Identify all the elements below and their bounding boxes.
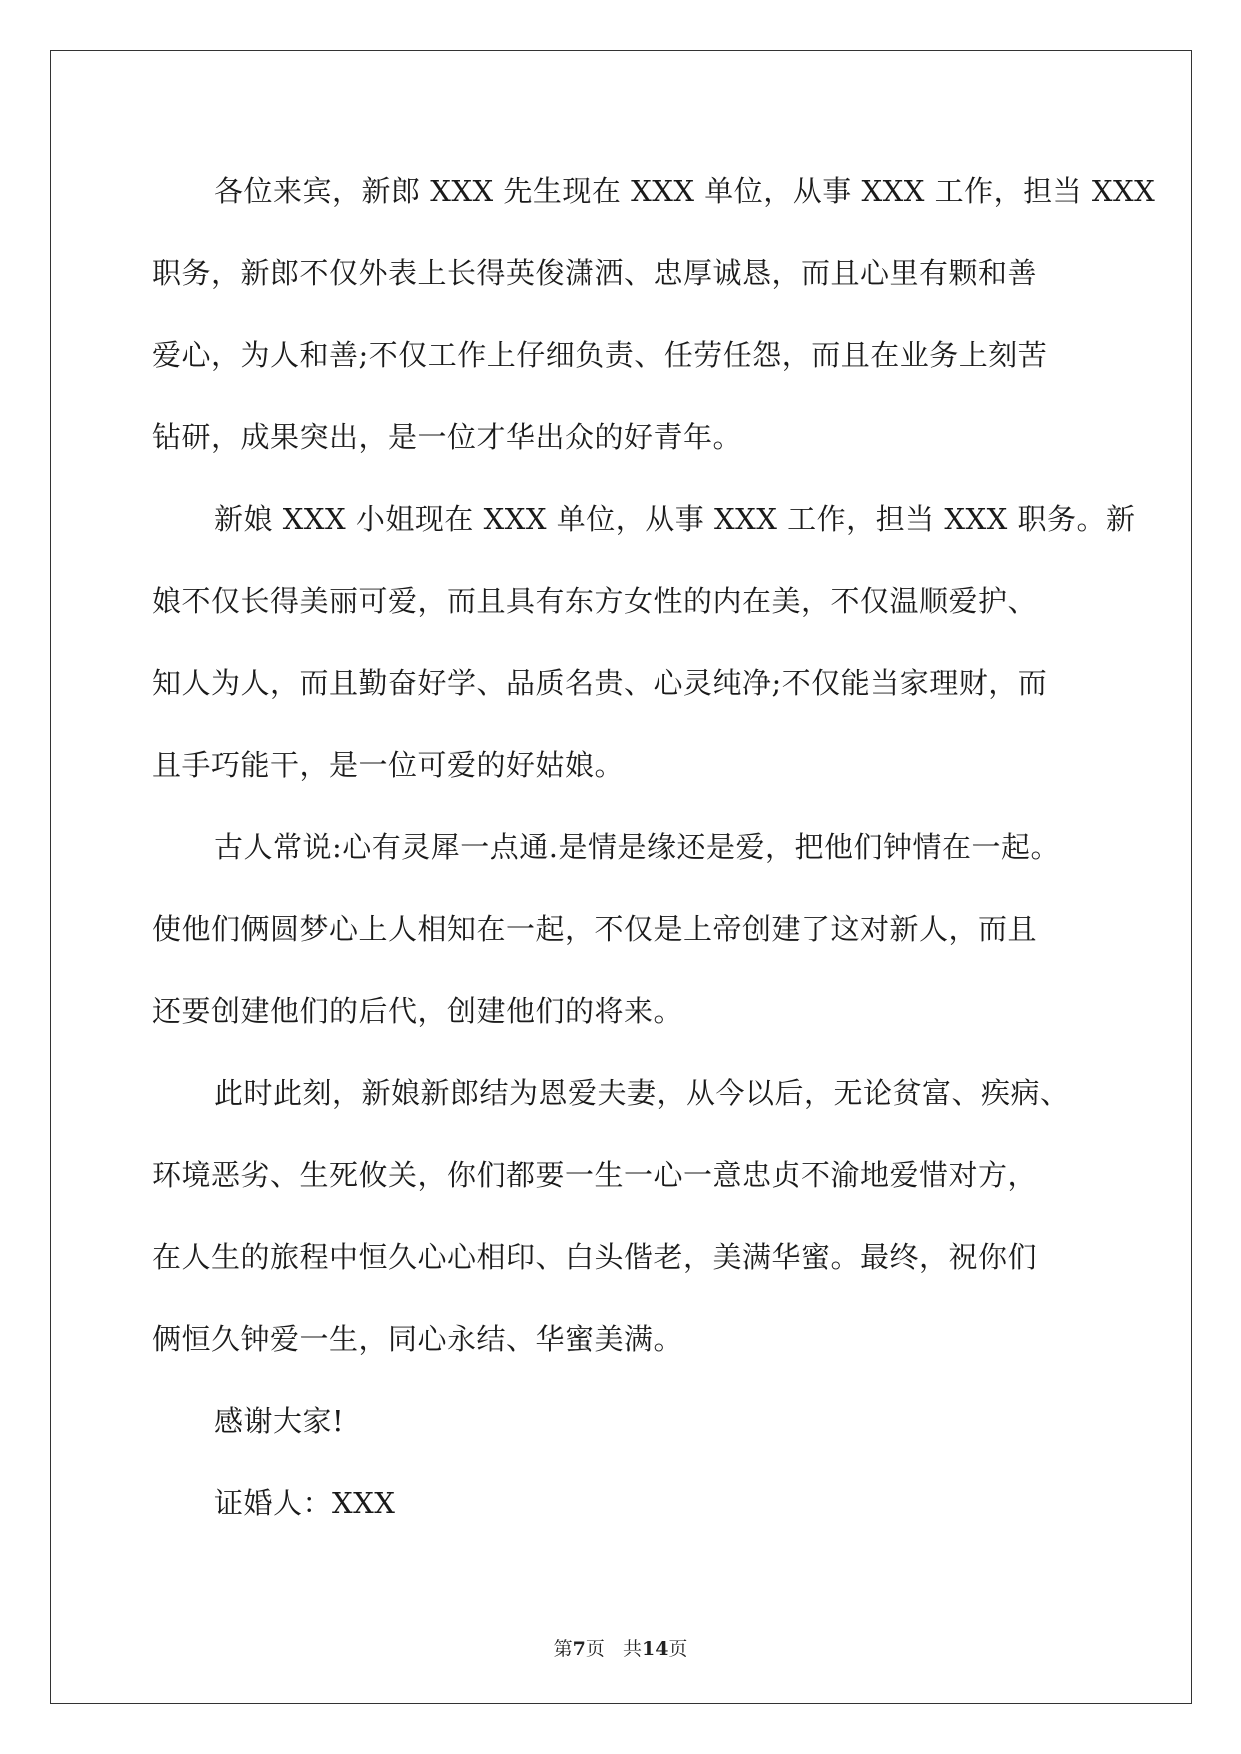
- text-line: 知人为人，而且勤奋好学、品质名贵、心灵纯净;不仅能当家理财，而: [152, 666, 1048, 700]
- text-line: 环境恶劣、生死攸关，你们都要一生一心一意忠贞不渝地爱惜对方，: [152, 1158, 1038, 1192]
- footer-total-prefix: 共: [622, 1638, 642, 1660]
- text-line: 俩恒久钟爱一生，同心永结、华蜜美满。: [152, 1322, 684, 1356]
- footer-page-suffix: 页: [585, 1638, 605, 1660]
- page-footer: [0, 1634, 1241, 1661]
- text-line: 还要创建他们的后代，创建他们的将来。: [152, 994, 684, 1028]
- text-line: 钻研，成果突出，是一位才华出众的好青年。: [152, 420, 743, 454]
- signature-line: 证婚人：XXX: [214, 1486, 396, 1520]
- text-line: 感谢大家!: [214, 1404, 345, 1438]
- text-line: 古人常说:心有灵犀一点通.是情是缘还是爱，把他们钟情在一起。: [214, 830, 1060, 864]
- page-number: 7: [572, 1638, 586, 1660]
- text-line: 职务，新郎不仅外表上长得英俊潇洒、忠厚诚恳，而且心里有颗和善: [152, 256, 1038, 290]
- text-line: 爱心，为人和善;不仅工作上仔细负责、任劳任怨，而且在业务上刻苦: [152, 338, 1048, 372]
- text-line: 新娘 XXX 小姐现在 XXX 单位，从事 XXX 工作，担当 XXX 职务。新: [214, 502, 1136, 536]
- text-line: 使他们俩圆梦心上人相知在一起，不仅是上帝创建了这对新人，而且: [152, 912, 1038, 946]
- footer-total-suffix: 页: [668, 1638, 688, 1660]
- text-line: 各位来宾，新郎 XXX 先生现在 XXX 单位，从事 XXX 工作，担当 XXX: [214, 174, 1156, 208]
- text-line: 在人生的旅程中恒久心心相印、白头偕老，美满华蜜。最终，祝你们: [152, 1240, 1038, 1274]
- total-pages: 14: [641, 1638, 669, 1660]
- document-body: [152, 156, 1156, 1550]
- text-line: 此时此刻，新娘新郎结为恩爱夫妻，从今以后，无论贫富、疾病、: [214, 1076, 1070, 1110]
- footer-prefix: 第: [553, 1638, 573, 1660]
- text-line: 娘不仅长得美丽可爱，而且具有东方女性的内在美，不仅温顺爱护、: [152, 584, 1038, 618]
- text-line: 且手巧能干，是一位可爱的好姑娘。: [152, 748, 625, 782]
